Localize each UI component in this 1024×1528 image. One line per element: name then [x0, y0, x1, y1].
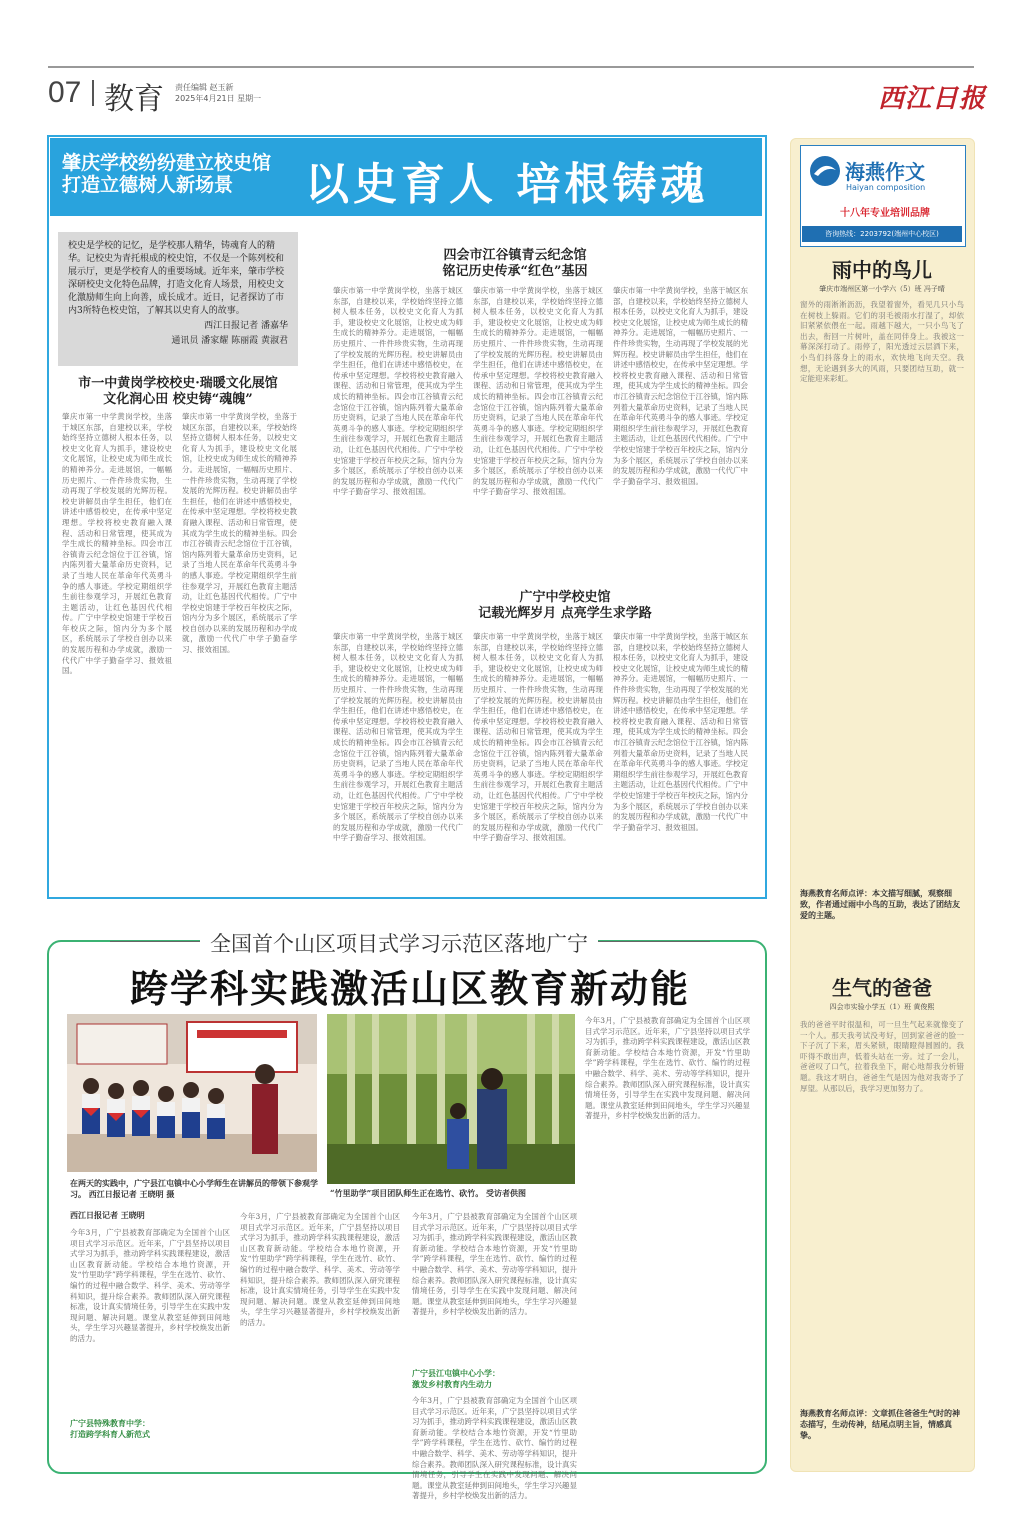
page-number: 07: [48, 76, 82, 109]
body-column: 肇庆市第一中学黄岗学校，坐落于城区东部，自建校以来，学校始终坚持立德树人根本任务，以校史文化育人为抓手，建设校史文化展馆，让校史成为师生成长的精神养分。走进展馆，一幅幅历史照片、一件件珍贵实物，生动再现了学校发展的光辉历程。校史讲解员由学生担任，他们在讲述中感悟校史，在传承中坚定理想。学校将校史教育融入课程、活动和日常管理，使其成为学生成长的精神坐标。四会市江谷镇青云纪念馆位于江谷镇，馆内陈列着大量革命历史资料，记录了当地人民在革命年代英勇斗争的感人事迹。学校定期组织学生前往参观学习，开展红色教育主题活动，让红色基因代代相传。广宁中学校史馆建于学校百年校庆之际，馆内分为多个展区，系统展示了学校自创办以来的发展历程和办学成就，激励一代代广中学子勤奋学习、报效祖国。: [473, 632, 603, 843]
intro-text: 校史是学校的记忆，是学校那人精华，铸魂育人的精华。记校史为青托根成的校史馆，不仅是一个陈列校和展示厅，更是学校育人的重要场域。近年来，肇市学校深研校史文化特色品牌，打造文化育人场景，用校史文化激励师生向上向善，成长成才。近日，记者探访了市内3所特色校史馆，了解其以史育人的故事。: [68, 241, 285, 316]
subhead-2: 四会市江谷镇青云纪念馆 铭记历史传承“红色”基因: [442, 248, 588, 279]
intro-byline-1: 西江日报记者 潘嘉华: [204, 321, 288, 331]
photo-caption-1: 在两天的实践中，广宁县江屯镇中心小学师生在讲解员的带领下参观学习。 西江日报记者 王晓明 摄: [70, 1178, 318, 1199]
body-column: 肇庆市第一中学黄岗学校，坐落于城区东部，自建校以来，学校始终坚持立德树人根本任务，以校史文化育人为抓手，建设校史文化展馆，让校史成为师生成长的精神养分。走进展馆，一幅幅历史照片、一件件珍贵实物，生动再现了学校发展的光辉历程。校史讲解员由学生担任，他们在讲述中感悟校史，在传承中坚定理想。学校将校史教育融入课程、活动和日常管理，使其成为学生成长的精神坐标。四会市江谷镇青云纪念馆位于江谷镇，馆内陈列着大量革命历史资料，记录了当地人民在革命年代英勇斗争的感人事迹。学校定期组织学生前往参观学习，开展红色教育主题活动，让红色基因代代相传。广宁中学校史馆建于学校百年校庆之际，馆内分为多个展区，系统展示了学校自创办以来的发展历程和办学成就，激励一代代广中学子勤奋学习、报效祖国。: [613, 286, 748, 486]
ad-brand-name: 海燕作文: [845, 160, 925, 184]
story1-comment: 海燕教育名师点评：本文描写细腻，观察细致，作者通过雨中小鸟的互助，表达了团结友爱的主题。: [800, 888, 960, 920]
body-column: 肇庆市第一中学黄岗学校，坐落于城区东部，自建校以来，学校始终坚持立德树人根本任务，以校史文化育人为抓手，建设校史文化展馆，让校史成为师生成长的精神养分。走进展馆，一幅幅历史照片、一件件珍贵实物，生动再现了学校发展的光辉历程。校史讲解员由学生担任，他们在讲述中感悟校史，在传承中坚定理想。学校将校史教育融入课程、活动和日常管理，使其成为学生成长的精神坐标。四会市江谷镇青云纪念馆位于江谷镇，馆内陈列着大量革命历史资料，记录了当地人民在革命年代英勇斗争的感人事迹。学校定期组织学生前往参观学习，开展红色教育主题活动，让红色基因代代相传。广宁中学校史馆建于学校百年校庆之际，馆内分为多个展区，系统展示了学校自创办以来的发展历程和办学成就，激励一代代广中学子勤奋学习、报效祖国。: [333, 632, 463, 843]
body-column: 今年3月，广宁县被教育部确定为全国首个山区项目式学习示范区。近年来，广宁县坚持以项目式学习为抓手，推动跨学科实践课程建设，激活山区教育新动能。学校结合本地竹资源，开发“竹里助学”跨学科课程，学生在选竹、砍竹、编竹的过程中融合数学、科学、美术、劳动等学科知识，提升综合素养。教师团队深入研究课程标准，设计真实情境任务，引导学生在实践中发现问题、解决问题。课堂从教室延伸到田间地头，学生学习兴趣显著提升，乡村学校焕发出新的活力。: [412, 1212, 577, 1317]
body-column: 今年3月，广宁县被教育部确定为全国首个山区项目式学习示范区。近年来，广宁县坚持以项目式学习为抓手，推动跨学科实践课程建设，激活山区教育新动能。学校结合本地竹资源，开发“竹里助学”跨学科课程，学生在选竹、砍竹、编竹的过程中融合数学、科学、美术、劳动等学科知识，提升综合素养。教师团队深入研究课程标准，设计真实情境任务，引导学生在实践中发现问题、解决问题。课堂从教室延伸到田间地头，学生学习兴趣显著提升，乡村学校焕发出新的活力。: [585, 1016, 750, 1121]
story2-byline: 四会市实验小学五（1）班 黄俊熙: [829, 1003, 935, 1011]
date-line: 2025年4月21日 星期一: [175, 94, 262, 103]
story2-title: 生气的爸爸: [832, 976, 932, 1000]
bottom-subhead-a: 广宁县特殊教育中学： 打造跨学科育人新范式: [70, 1418, 150, 1439]
editor-line: 责任编辑 赵玉新: [175, 83, 234, 92]
body-column: 今年3月，广宁县被教育部确定为全国首个山区项目式学习示范区。近年来，广宁县坚持以项目式学习为抓手，推动跨学科实践课程建设，激活山区教育新动能。学校结合本地竹资源，开发“竹里助学”跨学科课程，学生在选竹、砍竹、编竹的过程中融合数学、科学、美术、劳动等学科知识，提升综合素养。教师团队深入研究课程标准，设计真实情境任务，引导学生在实践中发现问题、解决问题。课堂从教室延伸到田间地头，学生学习兴趣显著提升，乡村学校焕发出新的活力。: [412, 1396, 577, 1501]
banner-subtitle: 肇庆学校纷纷建立校史馆 打造立德树人新场景: [62, 152, 272, 196]
body-column: 肇庆市第一中学黄岗学校，坐落于城区东部，自建校以来，学校始终坚持立德树人根本任务，以校史文化育人为抓手，建设校史文化展馆，让校史成为师生成长的精神养分。走进展馆，一幅幅历史照片、一件件珍贵实物，生动再现了学校发展的光辉历程。校史讲解员由学生担任，他们在讲述中感悟校史，在传承中坚定理想。学校将校史教育融入课程、活动和日常管理，使其成为学生成长的精神坐标。四会市江谷镇青云纪念馆位于江谷镇，馆内陈列着大量革命历史资料，记录了当地人民在革命年代英勇斗争的感人事迹。学校定期组织学生前往参观学习，开展红色教育主题活动，让红色基因代代相传。广宁中学校史馆建于学校百年校庆之际，馆内分为多个展区，系统展示了学校自创办以来的发展历程和办学成就，激励一代代广中学子勤奋学习、报效祖国。: [62, 412, 172, 676]
bottom-byline: 西江日报记者 王晓明: [70, 1210, 145, 1220]
ad-brand-english: Haiyan composition: [846, 183, 926, 192]
header-rule: [48, 66, 974, 68]
section-title: 教育: [104, 82, 164, 117]
newspaper-logo: 西江日报: [878, 84, 987, 114]
photo-caption-2: “竹里助学”项目团队师生正在选竹、砍竹。 受访者供图: [330, 1188, 526, 1198]
article-intro: [58, 232, 298, 366]
subhead-1: 市一中黄岗学校校史·瑞暖文化展馆 文化润心田 校史铸“魂魄”: [78, 376, 278, 407]
photo-bamboo-cutting-image: [327, 1014, 575, 1184]
ad-phone: 咨询热线：2203792(端州中心校区): [802, 226, 962, 242]
body-column: 肇庆市第一中学黄岗学校，坐落于城区东部，自建校以来，学校始终坚持立德树人根本任务，以校史文化育人为抓手，建设校史文化展馆，让校史成为师生成长的精神养分。走进展馆，一幅幅历史照片、一件件珍贵实物，生动再现了学校发展的光辉历程。校史讲解员由学生担任，他们在讲述中感悟校史，在传承中坚定理想。学校将校史教育融入课程、活动和日常管理，使其成为学生成长的精神坐标。四会市江谷镇青云纪念馆位于江谷镇，馆内陈列着大量革命历史资料，记录了当地人民在革命年代英勇斗争的感人事迹。学校定期组织学生前往参观学习，开展红色教育主题活动，让红色基因代代相传。广宁中学校史馆建于学校百年校庆之际，馆内分为多个展区，系统展示了学校自创办以来的发展历程和办学成就，激励一代代广中学子勤奋学习、报效祖国。: [182, 412, 297, 655]
banner-title: 以史育人 培根铸魂: [305, 159, 709, 210]
story1-text: 窗外的雨淅淅沥沥，我望着窗外，看见几只小鸟在树枝上躲雨。它们的羽毛被雨水打湿了，却依旧紧紧依偎在一起。雨越下越大，一只小鸟飞了出去，衔回一片树叶，盖在同伴身上。我被这一幕深深打动了。雨停了，阳光透过云层洒下来，小鸟们抖落身上的雨水，欢快地飞向天空。我想，无论遇到多大的风雨，只要团结互助，就一定能迎来彩虹。: [800, 300, 964, 384]
header-divider: [92, 80, 94, 106]
story1-byline: 肇庆市端州区第一小学六（5）班 冯子晴: [819, 285, 945, 293]
subhead-3: 广宁中学校史馆 记载光辉岁月 点亮学生求学路: [478, 590, 652, 621]
bottom-subhead-b: 广宁县江屯镇中心小学： 激发乡村教育内生动力: [412, 1368, 500, 1389]
article-kicker: 全国首个山区项目式学习示范区落地广宁: [200, 928, 598, 958]
photo-students-visit-image: [67, 1014, 317, 1172]
intro-byline-2: 通讯员 潘家耀 陈丽霞 黄淑君: [171, 336, 288, 346]
body-column: 肇庆市第一中学黄岗学校，坐落于城区东部，自建校以来，学校始终坚持立德树人根本任务，以校史文化育人为抓手，建设校史文化展馆，让校史成为师生成长的精神养分。走进展馆，一幅幅历史照片、一件件珍贵实物，生动再现了学校发展的光辉历程。校史讲解员由学生担任，他们在讲述中感悟校史，在传承中坚定理想。学校将校史教育融入课程、活动和日常管理，使其成为学生成长的精神坐标。四会市江谷镇青云纪念馆位于江谷镇，馆内陈列着大量革命历史资料，记录了当地人民在革命年代英勇斗争的感人事迹。学校定期组织学生前往参观学习，开展红色教育主题活动，让红色基因代代相传。广宁中学校史馆建于学校百年校庆之际，馆内分为多个展区，系统展示了学校自创办以来的发展历程和办学成就，激励一代代广中学子勤奋学习、报效祖国。: [473, 286, 603, 497]
ad-tagline: 十八年专业培训品牌: [840, 208, 930, 219]
story2-comment: 海燕教育名师点评：文章抓住爸爸生气时的神态描写，生动传神，结尾点明主旨，情感真挚。: [800, 1408, 960, 1440]
article-headline: 跨学科实践激活山区教育新动能: [129, 966, 690, 1011]
story2-text: 我的爸爸平时很温和，可一旦生气起来就像变了一个人。那天我考试没考好，回到家爸爸的脸一下子沉了下来，眉头紧锁，眼睛瞪得圆圆的。我吓得不敢出声，低着头站在一旁。过了一会儿，爸爸叹了口气，拉着我坐下，耐心地帮我分析错题。我这才明白，爸爸生气是因为他对我寄予了厚望。从那以后，我学习更加努力了。: [800, 1020, 964, 1093]
haiyan-logo-svg: [808, 154, 842, 188]
body-column: 今年3月，广宁县被教育部确定为全国首个山区项目式学习示范区。近年来，广宁县坚持以项目式学习为抓手，推动跨学科实践课程建设，激活山区教育新动能。学校结合本地竹资源，开发“竹里助学”跨学科课程，学生在选竹、砍竹、编竹的过程中融合数学、科学、美术、劳动等学科知识，提升综合素养。教师团队深入研究课程标准，设计真实情境任务，引导学生在实践中发现问题、解决问题。课堂从教室延伸到田间地头，学生学习兴趣显著提升，乡村学校焕发出新的活力。: [240, 1212, 400, 1327]
photo-bamboo-cutting: [327, 1014, 575, 1184]
story1-title: 雨中的鸟儿: [832, 258, 932, 282]
body-column: 今年3月，广宁县被教育部确定为全国首个山区项目式学习示范区。近年来，广宁县坚持以项目式学习为抓手，推动跨学科实践课程建设，激活山区教育新动能。学校结合本地竹资源，开发“竹里助学”跨学科课程，学生在选竹、砍竹、编竹的过程中融合数学、科学、美术、劳动等学科知识，提升综合素养。教师团队深入研究课程标准，设计真实情境任务，引导学生在实践中发现问题、解决问题。课堂从教室延伸到田间地头，学生学习兴趣显著提升，乡村学校焕发出新的活力。: [70, 1228, 230, 1343]
header-meta: [175, 82, 261, 104]
body-column: 肇庆市第一中学黄岗学校，坐落于城区东部，自建校以来，学校始终坚持立德树人根本任务，以校史文化育人为抓手，建设校史文化展馆，让校史成为师生成长的精神养分。走进展馆，一幅幅历史照片、一件件珍贵实物，生动再现了学校发展的光辉历程。校史讲解员由学生担任，他们在讲述中感悟校史，在传承中坚定理想。学校将校史教育融入课程、活动和日常管理，使其成为学生成长的精神坐标。四会市江谷镇青云纪念馆位于江谷镇，馆内陈列着大量革命历史资料，记录了当地人民在革命年代英勇斗争的感人事迹。学校定期组织学生前往参观学习，开展红色教育主题活动，让红色基因代代相传。广宁中学校史馆建于学校百年校庆之际，馆内分为多个展区，系统展示了学校自创办以来的发展历程和办学成就，激励一代代广中学子勤奋学习、报效祖国。: [613, 632, 748, 832]
photo-students-visit: [67, 1014, 317, 1172]
body-column: 肇庆市第一中学黄岗学校，坐落于城区东部，自建校以来，学校始终坚持立德树人根本任务，以校史文化育人为抓手，建设校史文化展馆，让校史成为师生成长的精神养分。走进展馆，一幅幅历史照片、一件件珍贵实物，生动再现了学校发展的光辉历程。校史讲解员由学生担任，他们在讲述中感悟校史，在传承中坚定理想。学校将校史教育融入课程、活动和日常管理，使其成为学生成长的精神坐标。四会市江谷镇青云纪念馆位于江谷镇，馆内陈列着大量革命历史资料，记录了当地人民在革命年代英勇斗争的感人事迹。学校定期组织学生前往参观学习，开展红色教育主题活动，让红色基因代代相传。广宁中学校史馆建于学校百年校庆之际，馆内分为多个展区，系统展示了学校自创办以来的发展历程和办学成就，激励一代代广中学子勤奋学习、报效祖国。: [333, 286, 463, 497]
haiyan-logo-icon: [808, 154, 842, 192]
